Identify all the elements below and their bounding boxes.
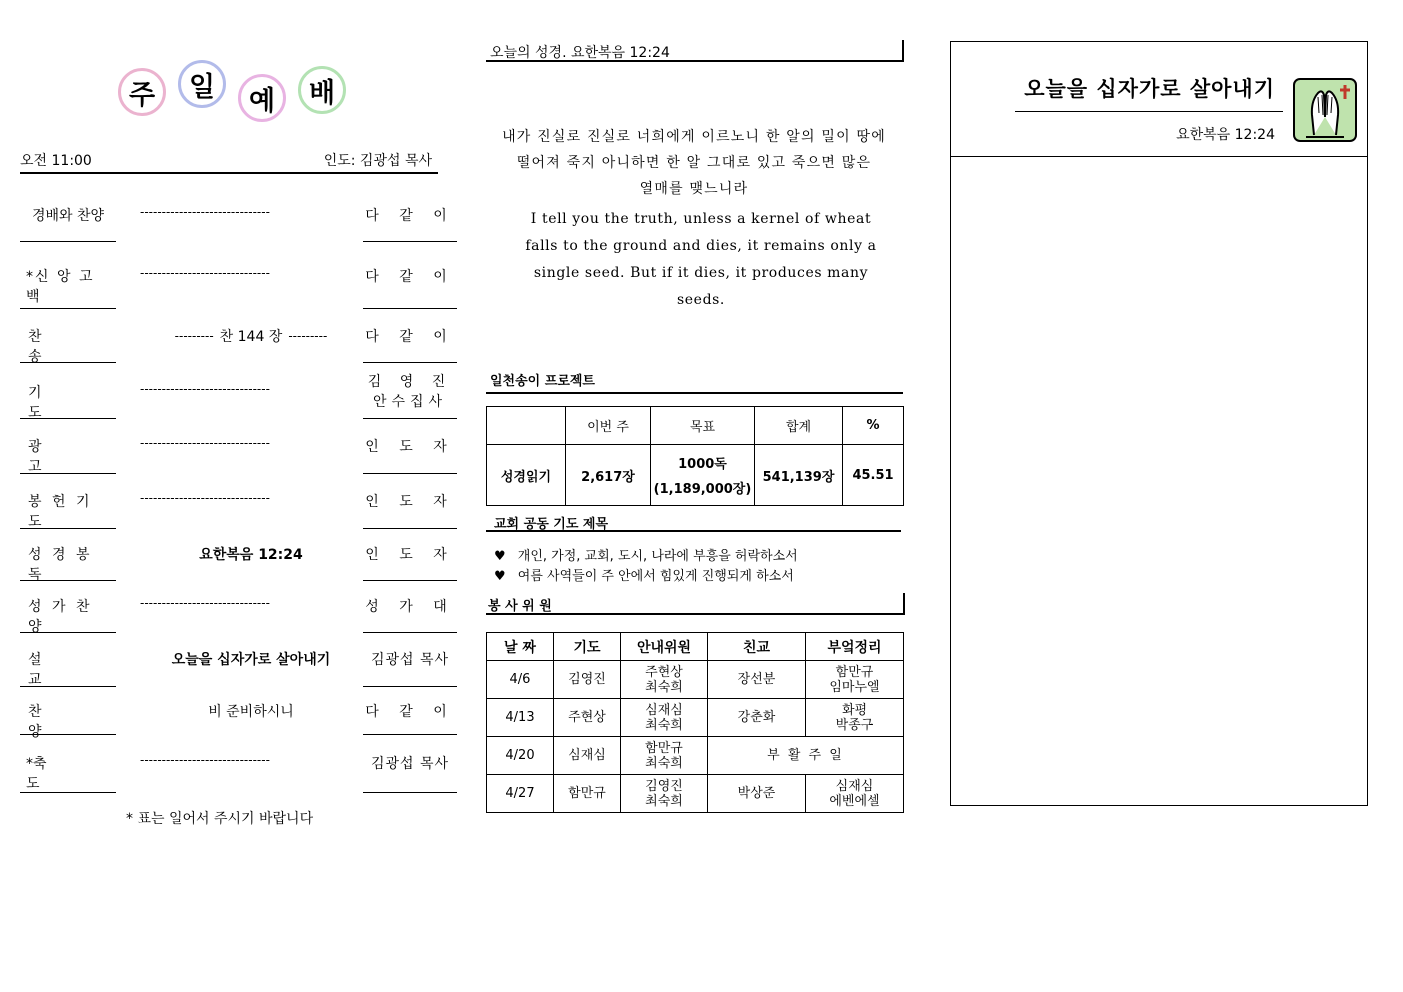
underline: [363, 686, 457, 687]
scripture-en-line: falls to the ground and dies, it remains only a: [525, 238, 877, 254]
standing-note: * 표는 일어서 주시기 바랍니다: [126, 811, 314, 827]
kitchen-name: 에벤에셀: [829, 793, 880, 809]
usher-cell: [621, 699, 708, 737]
order-who: 김광섭 목사: [370, 652, 450, 668]
dash-line: ---------: [174, 329, 214, 343]
scripture-ko-line: 열매를 맺느니라: [639, 181, 749, 197]
heart-icon: ♥: [494, 549, 506, 564]
underline: [363, 418, 457, 419]
underline: [20, 473, 116, 474]
table-header-cell: 합계: [755, 407, 843, 445]
kitchen-name: 박종구: [835, 717, 874, 733]
scripture-header: [486, 40, 904, 62]
prayer-cell: 심재심: [554, 737, 621, 775]
usher-cell: [621, 775, 708, 813]
table-header-cell: 목표: [651, 407, 755, 445]
table-header-cell: 친교: [708, 633, 806, 661]
title-char-1: 주: [118, 68, 166, 116]
dash-line: ------------------------------: [140, 436, 270, 450]
title-char-4: 배: [298, 66, 346, 114]
goal-value: [651, 445, 755, 506]
service-info: [20, 148, 438, 170]
service-header: 봉 사 위 원: [488, 599, 552, 614]
prayer-text: 개인, 가정, 교회, 도시, 나라에 부흥을 허락하소서: [517, 549, 798, 564]
service-table: [486, 632, 904, 813]
scripture-korean: [486, 124, 902, 202]
kitchen-cell: [806, 661, 904, 699]
title-char-3: 예: [238, 74, 286, 122]
prayer-header: 교회 공동 기도 제목: [494, 517, 609, 532]
table-row: [487, 775, 904, 813]
table-header-cell: 부엌정리: [806, 633, 904, 661]
order-name: 봉 헌 기 도: [28, 494, 90, 530]
order-who: 인 도 자: [365, 439, 455, 455]
heart-icon: ♥: [494, 569, 506, 584]
scripture-header-text: 오늘의 성경. 요한복음 12:24: [490, 45, 670, 61]
order-name: 광 고: [28, 439, 42, 475]
hymn-dash-group: [140, 326, 362, 346]
usher-cell: [621, 661, 708, 699]
table-header-cell: 날 짜: [487, 633, 554, 661]
dash-line: ------------------------------: [140, 491, 270, 505]
order-name: 성 가 찬 양: [28, 599, 90, 635]
scripture-ko-line: 내가 진실로 진실로 너희에게 이르노니 한 알의 밀이 땅에: [502, 129, 886, 145]
easter-cell: 부 활 주 일: [708, 737, 904, 775]
underline: [363, 362, 457, 363]
order-name: *축 도: [26, 756, 47, 792]
goal-line1: 1000독: [678, 457, 727, 472]
order-name: *신 앙 고 백: [26, 269, 95, 305]
order-who: 다 같 이: [365, 329, 455, 345]
scripture-en-line: single seed. But if it dies, it produces many: [533, 265, 869, 281]
project-header: 일천송이 프로젝트: [490, 374, 595, 389]
order-who: 인 도 자: [365, 494, 455, 510]
underline: [363, 308, 457, 309]
kitchen-cell: [806, 699, 904, 737]
order-who: 김광섭 목사: [370, 756, 450, 772]
title-char-2: 일: [178, 60, 226, 108]
order-who: 다 같 이: [365, 208, 455, 224]
scripture-ko-line: 떨어져 죽지 아니하면 한 알 그대로 있고 죽으면 많은: [516, 155, 872, 171]
goal-line2: (1,189,000장): [653, 482, 752, 497]
order-name: 찬 양: [28, 704, 42, 740]
underline: [20, 362, 116, 363]
sermon-title-heading: 오늘을 십자가로 살아내기: [1024, 77, 1275, 101]
table-header-cell: [487, 407, 566, 445]
underline: [20, 686, 116, 687]
percent-value: 45.51: [843, 445, 904, 506]
dash-line: ---------: [288, 329, 328, 343]
prayer-cell: 주현상: [554, 699, 621, 737]
order-name: 찬 송: [28, 329, 42, 365]
underline: [363, 632, 457, 633]
row-label: 성경읽기: [487, 445, 566, 506]
scripture-english: [486, 206, 916, 314]
usher-name: 최숙희: [645, 679, 683, 695]
prayer-cell: 함만규: [554, 775, 621, 813]
dash-line: ------------------------------: [140, 382, 270, 396]
table-row: [487, 661, 904, 699]
song-title: 비 준비하시니: [208, 704, 294, 720]
kitchen-cell: [806, 775, 904, 813]
hymn-number: 찬 144 장: [219, 329, 283, 345]
usher-name: 주현상: [645, 664, 683, 680]
bulletin-title: [112, 58, 352, 128]
date-cell: 4/6: [487, 661, 554, 699]
kitchen-name: 화평: [841, 702, 868, 718]
sermon-notes-box: [950, 41, 1368, 806]
usher-name: 심재심: [645, 702, 683, 718]
this-week-value: 2,617장: [566, 445, 651, 506]
underline: [363, 528, 457, 529]
order-who-line2: 안수집사: [372, 394, 448, 410]
order-name: 경배와 찬양: [31, 208, 105, 224]
underline: [20, 580, 116, 581]
usher-name: 최숙희: [645, 793, 683, 809]
order-who: 성 가 대: [365, 599, 455, 615]
service-time: 오전 11:00: [20, 153, 92, 169]
table-row: [487, 699, 904, 737]
usher-name: 김영진: [645, 778, 683, 794]
divider: [20, 172, 438, 174]
kitchen-name: 심재심: [835, 778, 874, 794]
dash-line: ------------------------------: [140, 266, 270, 280]
sermon-passage: 요한복음 12:24: [1176, 127, 1275, 143]
order-who: 다 같 이: [365, 704, 455, 720]
date-cell: 4/20: [487, 737, 554, 775]
scripture-en-line: seeds.: [677, 292, 725, 308]
underline: [363, 734, 457, 735]
kitchen-name: 임마누엘: [829, 679, 880, 695]
divider: [951, 156, 1367, 157]
prayer-text: 여름 사역들이 주 안에서 힘있게 진행되게 하소서: [517, 569, 794, 584]
prayer-cell: 김영진: [554, 661, 621, 699]
fellowship-cell: 장선분: [708, 661, 806, 699]
table-row: [487, 445, 904, 506]
project-table: [486, 406, 904, 506]
underline: [20, 734, 116, 735]
underline: [363, 580, 457, 581]
usher-cell: [621, 737, 708, 775]
sermon-title: 오늘을 십자가로 살아내기: [171, 652, 331, 668]
underline: [20, 308, 116, 309]
usher-name: 최숙희: [645, 717, 683, 733]
date-cell: 4/13: [487, 699, 554, 737]
dash-line: ------------------------------: [140, 205, 270, 219]
fellowship-cell: 박상준: [708, 775, 806, 813]
date-cell: 4/27: [487, 775, 554, 813]
usher-name: 함만규: [645, 740, 683, 756]
fellowship-cell: 강춘화: [708, 699, 806, 737]
order-who-line1: 김 영 진: [367, 374, 453, 390]
order-name: 기 도: [28, 385, 42, 421]
table-header-row: [487, 633, 904, 661]
order-who: 인 도 자: [365, 547, 455, 563]
order-who: 다 같 이: [365, 269, 455, 285]
table-header-cell: 기도: [554, 633, 621, 661]
service-header-box: [486, 593, 905, 615]
table-row: [487, 737, 904, 775]
prayer-item: [494, 545, 798, 564]
prayer-item: [494, 565, 794, 584]
table-header-cell: 안내위원: [621, 633, 708, 661]
divider: [486, 530, 901, 532]
divider: [1015, 111, 1283, 112]
table-header-cell: 이번 주: [566, 407, 651, 445]
table-header-cell: %: [843, 407, 904, 445]
order-name: 성 경 봉 독: [28, 547, 90, 583]
service-leader: 인도: 김광섭 목사: [323, 153, 432, 169]
order-name: 설 교: [28, 652, 42, 688]
underline: [363, 792, 457, 793]
reading-passage: 요한복음 12:24: [199, 547, 303, 563]
underline: [20, 632, 116, 633]
underline: [20, 241, 116, 242]
dash-line: ------------------------------: [140, 753, 270, 767]
underline: [20, 418, 116, 419]
scripture-en-line: I tell you the truth, unless a kernel of wheat: [530, 211, 872, 227]
dash-line: ------------------------------: [140, 596, 270, 610]
underline: [20, 792, 116, 793]
underline: [20, 528, 116, 529]
total-value: 541,139장: [755, 445, 843, 506]
underline: [363, 473, 457, 474]
divider: [486, 392, 903, 394]
praying-hands-icon: [1292, 77, 1358, 143]
usher-name: 최숙희: [645, 755, 683, 771]
kitchen-name: 함만규: [835, 664, 874, 680]
underline: [363, 241, 457, 242]
